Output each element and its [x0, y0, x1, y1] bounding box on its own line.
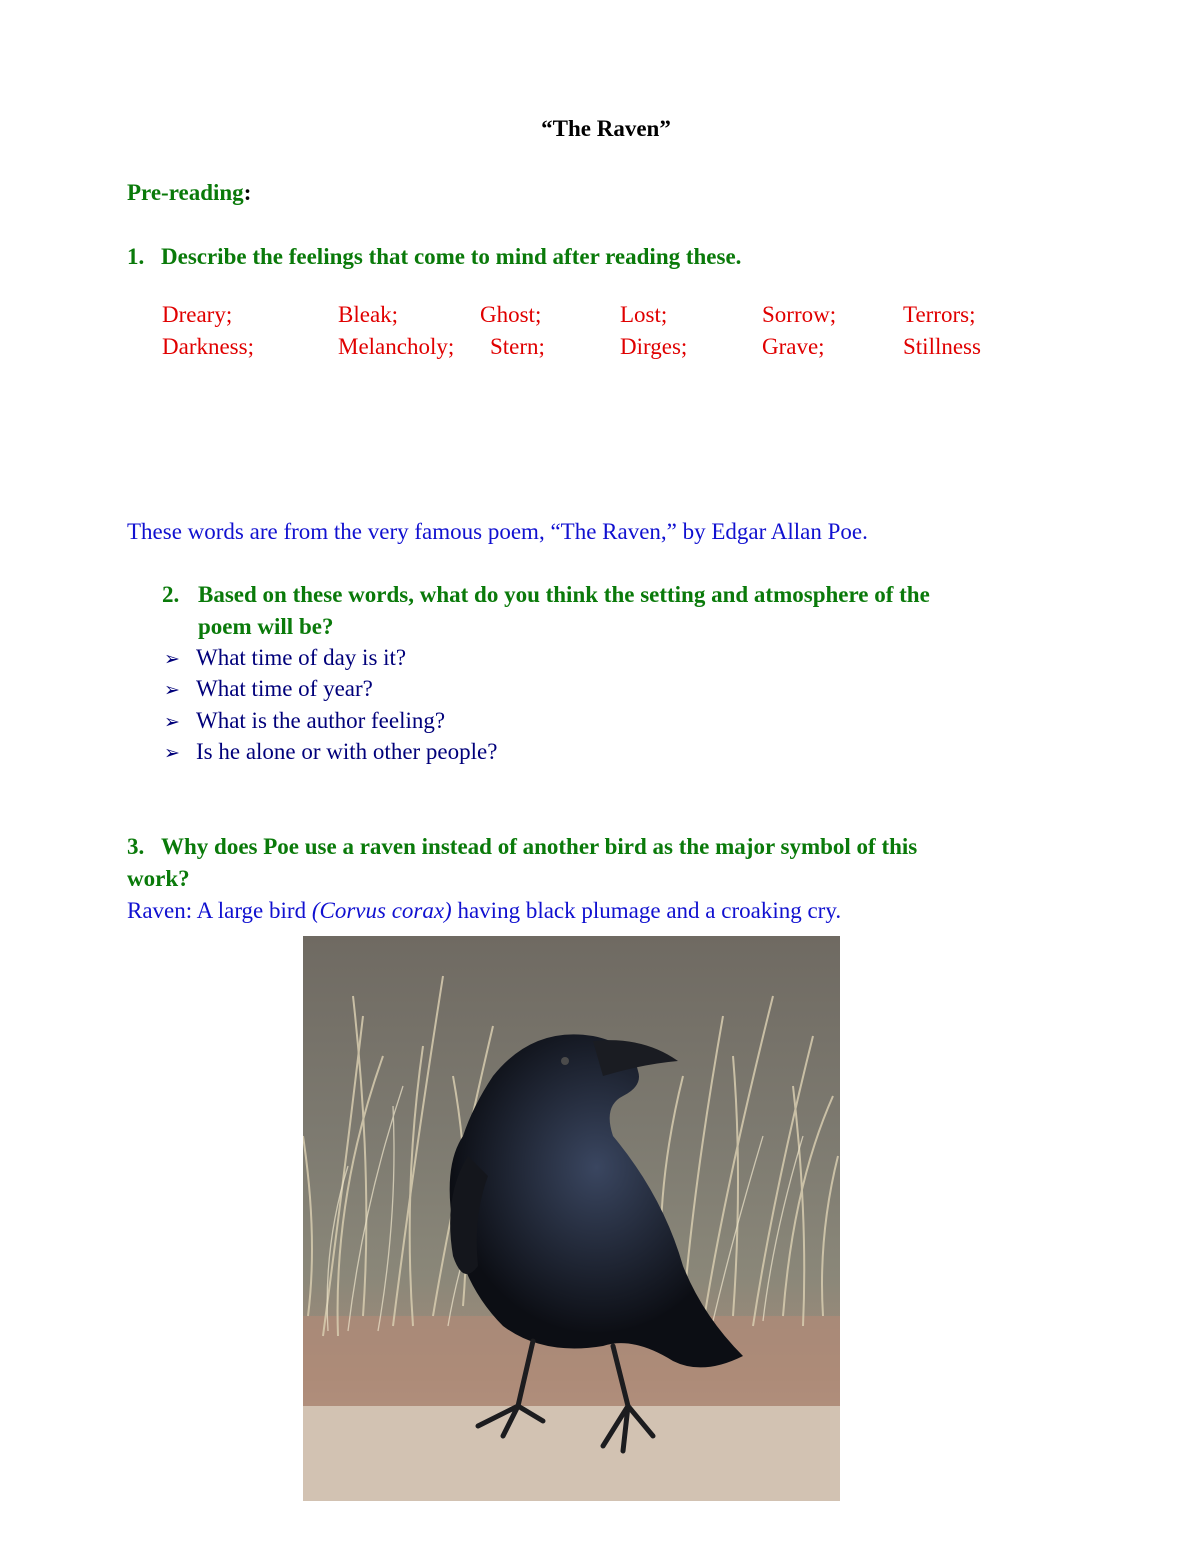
bullet-item	[164, 708, 445, 734]
bullet-item	[164, 739, 497, 765]
question-2-number: 2.	[162, 582, 180, 607]
question-1-text: Describe the feelings that come to mind after reading these.	[161, 244, 742, 269]
arrowhead-bullet-icon: ➢	[164, 680, 180, 701]
word-dreary: Dreary;	[162, 302, 233, 327]
prereading-label: Pre-reading	[127, 180, 244, 205]
word-ghost: Ghost;	[480, 302, 542, 327]
bullet-text: What is the author feeling?	[196, 708, 446, 733]
word-lost: Lost;	[620, 302, 668, 327]
bullet-text: What time of year?	[196, 676, 373, 701]
prereading-colon: :	[243, 180, 252, 205]
bullet-text: Is he alone or with other people?	[196, 739, 498, 764]
question-3-number: 3.	[127, 834, 145, 859]
question-2-line-2: poem will be?	[198, 614, 334, 639]
page-title: “The Raven”	[541, 116, 671, 141]
raven-photo	[303, 936, 840, 1501]
word-darkness: Darkness;	[162, 334, 254, 359]
definition-term: Raven: A large bird	[127, 898, 312, 923]
bullet-item	[164, 645, 406, 671]
word-stillness: Stillness	[903, 334, 981, 359]
word-grave: Grave;	[762, 334, 825, 359]
word-bleak: Bleak;	[338, 302, 399, 327]
word-melancholy: Melancholy;	[338, 334, 455, 359]
word-terrors: Terrors;	[903, 302, 976, 327]
raven-definition	[127, 898, 841, 924]
word-dirges: Dirges;	[620, 334, 688, 359]
word-sorrow: Sorrow;	[762, 302, 837, 327]
question-2	[162, 582, 930, 608]
arrowhead-bullet-icon: ➢	[164, 743, 180, 764]
arrowhead-bullet-icon: ➢	[164, 712, 180, 733]
intro-sentence: These words are from the very famous poem, “The Raven,” by Edgar Allan Poe.	[127, 519, 868, 544]
word-stern: Stern;	[490, 334, 545, 359]
prereading-heading	[127, 180, 251, 206]
definition-rest: having black plumage and a croaking cry.	[451, 898, 842, 923]
question-3	[127, 834, 917, 860]
question-3-line-2: work?	[127, 866, 190, 891]
bullet-item	[164, 676, 373, 702]
arrowhead-bullet-icon: ➢	[164, 649, 180, 670]
question-3-line-1: Why does Poe use a raven instead of another bird as the major symbol of this	[161, 834, 918, 859]
question-1	[127, 244, 741, 270]
question-1-number: 1.	[127, 244, 145, 269]
question-2-line-1: Based on these words, what do you think the setting and atmosphere of the	[198, 582, 930, 607]
definition-latin-name: (Corvus corax)	[311, 898, 452, 923]
bullet-text: What time of day is it?	[196, 645, 407, 670]
